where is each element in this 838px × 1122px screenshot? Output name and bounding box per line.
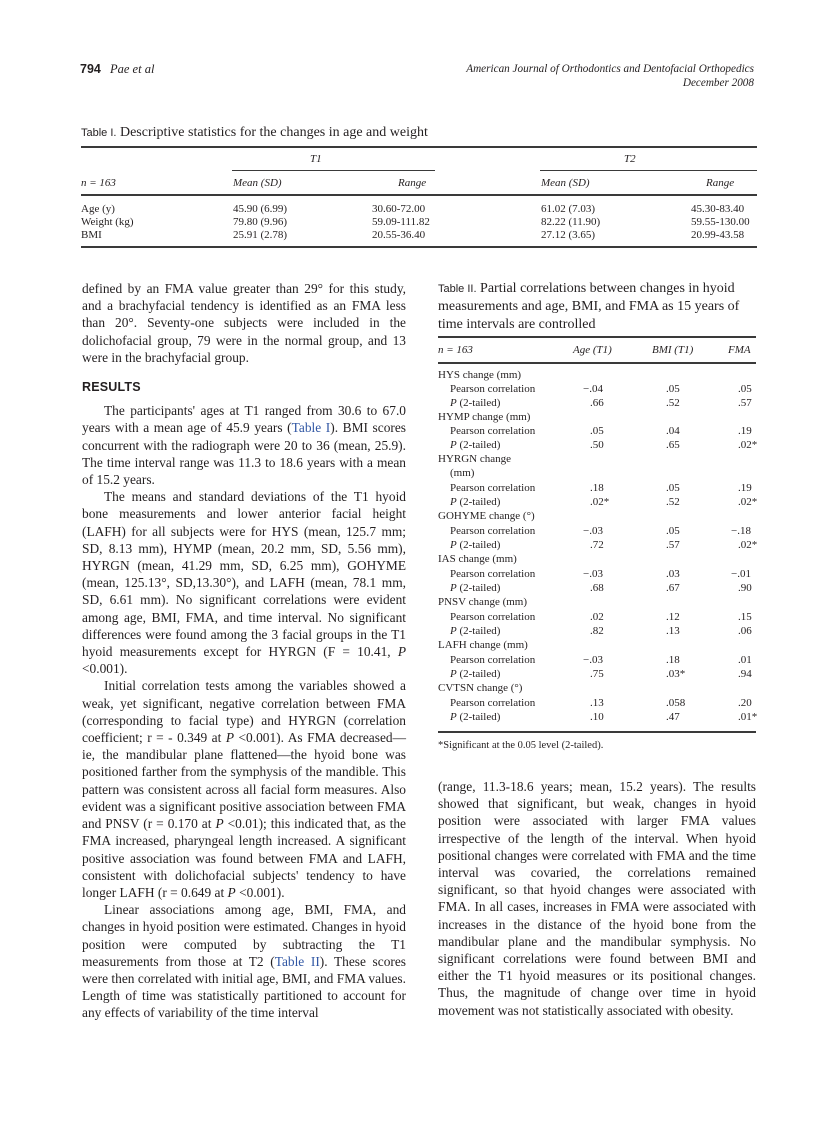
table2-row-pearson: [438, 383, 756, 397]
pearson-label: Pearson correlation: [450, 525, 536, 537]
table2-row-p: [438, 668, 756, 682]
table1-top-rule: [81, 146, 757, 148]
table2-row-p: [438, 496, 756, 510]
p-label-rest: (2-tailed): [456, 711, 501, 723]
p-symbol: P: [215, 816, 224, 832]
text: Initial correlation tests among the variables showed a weak, yet significant, negative correlation between FMA (corresponding to facial type) and HYRGN (correlation coefficient; r = - 0.349 at: [82, 678, 406, 746]
table2-group-label: [438, 453, 756, 467]
value: .90: [738, 582, 752, 594]
results-paragraph-1: [82, 402, 406, 488]
p-symbol: P: [450, 625, 457, 637]
table2-bottom-rule: [438, 731, 756, 733]
table1-col-t2-range: Range: [706, 177, 735, 189]
table2-title: Partial correlations between changes in hyoid measurements and age, BMI, and FMA as 15 years of time intervals are controlled: [438, 281, 740, 332]
table2-label: Table II.: [438, 283, 477, 295]
table1-title: Descriptive statistics for the changes in age and weight: [119, 125, 428, 140]
value: .57: [666, 539, 680, 551]
table2-row-pearson: [438, 697, 756, 711]
pearson-label: Pearson correlation: [450, 482, 536, 494]
value: .06: [738, 625, 752, 637]
table1-caption: [81, 125, 428, 141]
group-label: HYRGN change: [438, 453, 512, 465]
t1-range: 20.55-36.40: [372, 229, 426, 241]
value: .01: [738, 654, 752, 666]
results-paragraph-2: [82, 488, 406, 677]
text: <0.001).: [82, 661, 128, 677]
pearson-label: Pearson correlation: [450, 611, 536, 623]
table1-col-t2-mean: Mean (SD): [541, 177, 590, 189]
value: .05: [738, 383, 752, 395]
value: .66: [590, 397, 604, 409]
page-number: 794: [80, 62, 101, 76]
table1-t1-span-rule: [232, 170, 435, 171]
running-authors: Pae et al: [110, 62, 155, 76]
intro-paragraph: defined by an FMA value greater than 29° for this study, and a brachyfacial tendency is identified as an FMA less than 20°. Seventy-one subjects were included in the dolichofacial group, 79 were in the normal group, and 13 were in the brachyfacial group.: [82, 281, 406, 365]
value: −.03: [583, 654, 603, 666]
value: .72: [590, 539, 604, 551]
table2-row-p: [438, 711, 756, 725]
table2-col-bmi: BMI (T1): [652, 344, 694, 356]
pearson-label: Pearson correlation: [450, 697, 536, 709]
text: <0.001).: [235, 884, 285, 900]
p-label: [450, 711, 500, 723]
table2-link[interactable]: Table II: [274, 953, 320, 969]
t1-range: 59.09-111.82: [372, 216, 430, 228]
t2-mean: 82.22 (11.90): [541, 216, 601, 228]
text: <0.001). As FMA decreased—ie, the mandibular plane flattened—the hyoid bone was positioned farther from the symphysis of the mandible. This pattern was consistent across all facial form measures. Also evident was a significant positive association between FMA and PNSV (r = 0.170 at: [82, 730, 406, 832]
table2-group-label: [438, 639, 756, 653]
t1-range: 30.60-72.00: [372, 203, 426, 215]
table2-group-label: [438, 510, 756, 524]
table2-row-p: [438, 539, 756, 553]
table2-row-pearson: [438, 654, 756, 668]
table2-row-pearson: [438, 525, 756, 539]
group-label: LAFH change (mm): [438, 639, 528, 651]
value: .52: [666, 397, 680, 409]
p-label-rest: (2-tailed): [456, 539, 501, 551]
table1-group-t1: T1: [310, 153, 322, 165]
table2-group-label: [438, 596, 756, 610]
table2-row-p: [438, 439, 756, 453]
p-label: [450, 625, 500, 637]
results-heading: RESULTS: [82, 380, 141, 395]
t1-mean: 25.91 (2.78): [233, 229, 288, 241]
right-column: [438, 778, 756, 1019]
value: .13: [590, 697, 604, 709]
table2-n-header: n = 163: [438, 344, 473, 356]
table2-row-p: [438, 625, 756, 639]
row-label: Age (y): [81, 203, 115, 215]
table2-row-p: [438, 582, 756, 596]
table1-header-rule: [81, 194, 757, 196]
value: .058: [666, 697, 686, 709]
right-paragraph: (range, 11.3-18.6 years; mean, 15.2 years). The results showed that significant, but weak, changes in hyoid position were associated with larger FMA values irrespective of the length of the interval. When hyoid positional changes were correlated with FMA and the time interval was covaried, the correlations remained significant, so that hyoid changes were associated with FMA. In all cases, increases in FMA were associated with increases in the distance of the hyoid bone from the mandibular plane and the mandibular symphysis. No significant correlations were found between BMI and either the T1 hyoid measures or its positional changes. Thus, the magnitude of change over time in hyoid movement was not statistically associated with obesity.: [438, 779, 756, 1018]
value: .20: [738, 697, 752, 709]
p-label-rest: (2-tailed): [456, 496, 501, 508]
value: .18: [590, 482, 604, 494]
table1-t2-span-rule: [540, 170, 757, 171]
value: .05: [666, 482, 680, 494]
pearson-label: Pearson correlation: [450, 654, 536, 666]
table1-col-t1-mean: Mean (SD): [233, 177, 282, 189]
value: .67: [666, 582, 680, 594]
value: .13: [666, 625, 680, 637]
p-symbol: P: [450, 539, 457, 551]
value: .68: [590, 582, 604, 594]
value: .02*: [738, 439, 758, 451]
table2-group-label: [438, 553, 756, 567]
value: −.03: [583, 525, 603, 537]
value: .05: [666, 383, 680, 395]
issue-date: December 2008: [682, 77, 754, 89]
value: −.03: [583, 568, 603, 580]
table2-col-age: Age (T1): [573, 344, 612, 356]
p-symbol: P: [450, 711, 457, 723]
value: −.01: [731, 568, 751, 580]
value: −.18: [731, 525, 751, 537]
table2-header-rule: [438, 362, 756, 364]
table2-header-row: [438, 344, 756, 358]
p-symbol: P: [397, 644, 406, 660]
p-label: [450, 496, 500, 508]
p-symbol: P: [450, 582, 457, 594]
value: .47: [666, 711, 680, 723]
journal-title: American Journal of Orthodontics and Dentofacial Orthopedics: [466, 63, 754, 75]
group-label: HYMP change (mm): [438, 411, 531, 423]
t1-mean: 79.80 (9.96): [233, 216, 288, 228]
p-label: [450, 582, 500, 594]
table1-label: Table I.: [81, 127, 117, 139]
text: <0.01); this indicated that, as the FMA increased, pharyngeal length increased. A significant positive association was found between FMA and LAFH, consistent with dolichofacial subjects' tendency to have longer LAFH (r = 0.649 at: [82, 816, 406, 900]
table2-row-pearson: [438, 611, 756, 625]
value: .82: [590, 625, 604, 637]
text: ). These scores were then correlated with initial age, BMI, and FMA values. Length of time was statistically partitioned to account for any effects of variability of the time interval: [82, 953, 407, 1021]
value: .19: [738, 425, 752, 437]
value: .05: [590, 425, 604, 437]
group-label: GOHYME change (°): [438, 510, 535, 522]
table2-row-p: [438, 397, 756, 411]
table2-group-label: [438, 411, 756, 425]
value: .15: [738, 611, 752, 623]
value: .50: [590, 439, 604, 451]
value: .01*: [738, 711, 758, 723]
text: ). BMI scores concurrent with the radiograph were 20 to 36 (mean, 25.9). The time interval range was 11.3 to 18.6 years with a mean of 15.2 years.: [82, 420, 407, 488]
table1-group-t2: T2: [624, 153, 636, 165]
t2-range: 20.99-43.58: [691, 229, 745, 241]
value: .18: [666, 654, 680, 666]
pearson-label: Pearson correlation: [450, 383, 536, 395]
table1-link[interactable]: Table I: [291, 420, 331, 436]
p-label-rest: (2-tailed): [456, 439, 501, 451]
value: .03*: [666, 668, 686, 680]
p-symbol: P: [450, 668, 457, 680]
value: .02*: [738, 496, 758, 508]
p-symbol: P: [225, 730, 235, 746]
p-symbol: P: [450, 397, 457, 409]
p-label: [450, 668, 500, 680]
table1-col-t1-range: Range: [398, 177, 427, 189]
p-label: [450, 397, 500, 409]
p-symbol: P: [227, 884, 236, 900]
table2-row-pearson: [438, 568, 756, 582]
group-label: CVTSN change (°): [438, 682, 523, 694]
left-column: [82, 280, 406, 1022]
t2-mean: 27.12 (3.65): [541, 229, 596, 241]
table2-group-label: [438, 369, 756, 383]
p-label: [450, 439, 500, 451]
table2-row-pearson: [438, 482, 756, 496]
group-label-unit: (mm): [450, 467, 475, 479]
t2-range: 45.30-83.40: [691, 203, 745, 215]
value: .04: [666, 425, 680, 437]
table2-col-fma: FMA: [728, 344, 751, 356]
p-label-rest: (2-tailed): [456, 668, 501, 680]
table2-group-label-cont: [438, 467, 756, 481]
value: .02*: [590, 496, 610, 508]
group-label: PNSV change (mm): [438, 596, 528, 608]
t1-mean: 45.90 (6.99): [233, 203, 288, 215]
p-label-rest: (2-tailed): [456, 397, 501, 409]
value: .03: [666, 568, 680, 580]
group-label: HYS change (mm): [438, 369, 522, 381]
value: −.04: [583, 383, 603, 395]
value: .94: [738, 668, 752, 680]
results-paragraph-3: [82, 677, 406, 901]
value: .75: [590, 668, 604, 680]
value: .10: [590, 711, 604, 723]
p-symbol: P: [450, 439, 457, 451]
table2-top-rule: [438, 336, 756, 338]
text: The means and standard deviations of the T1 hyoid bone measurements and lower anterior facial height (LAFH) for all subjects were for HYS (mean, 125.7 mm; SD, 8.13 mm), HYMP (mean, 20.2 mm, SD, 5.56 mm), HYRGN (mean, 41.29 mm, SD, 6.25 mm), GOHYME (mean, 125.13°, SD,13.30°), and LAFH (mean, 78.1 mm, SD, 6.61 mm). No significant correlations were evident among age, BMI, FMA, and time interval. No significant differences were found among the 3 facial groups in the T1 hyoid measurements except for HYRGN (F = 10.41,: [82, 489, 406, 660]
p-symbol: P: [450, 496, 457, 508]
row-label: Weight (kg): [81, 216, 134, 228]
journal-header: [466, 62, 754, 90]
text: Linear associations among age, BMI, FMA, and changes in hyoid position were estimated. Changes in hyoid position were computed by subtracting the T1 measurements from those at T2 (: [82, 902, 406, 969]
text: The participants' ages at T1 ranged from 30.6 to 67.0 years with a mean age of 45.9 years (: [82, 403, 406, 436]
p-label-rest: (2-tailed): [456, 625, 501, 637]
t2-mean: 61.02 (7.03): [541, 203, 596, 215]
value: .02: [590, 611, 604, 623]
table1-bottom-rule: [81, 246, 757, 248]
value: .05: [666, 525, 680, 537]
row-label: BMI: [81, 229, 102, 241]
table1-n-header: n = 163: [81, 177, 116, 189]
results-paragraph-4: [82, 901, 406, 1021]
value: .12: [666, 611, 680, 623]
group-label: IAS change (mm): [438, 553, 517, 565]
table2-group-label: [438, 682, 756, 696]
p-label-rest: (2-tailed): [456, 582, 501, 594]
t2-range: 59.55-130.00: [691, 216, 750, 228]
pearson-label: Pearson correlation: [450, 568, 536, 580]
value: .19: [738, 482, 752, 494]
table2-row-pearson: [438, 425, 756, 439]
value: .57: [738, 397, 752, 409]
value: .02*: [738, 539, 758, 551]
table2-footnote: *Significant at the 0.05 level (2-tailed).: [438, 740, 604, 751]
p-label: [450, 539, 500, 551]
value: .52: [666, 496, 680, 508]
pearson-label: Pearson correlation: [450, 425, 536, 437]
table2-caption: [438, 280, 756, 334]
value: .65: [666, 439, 680, 451]
